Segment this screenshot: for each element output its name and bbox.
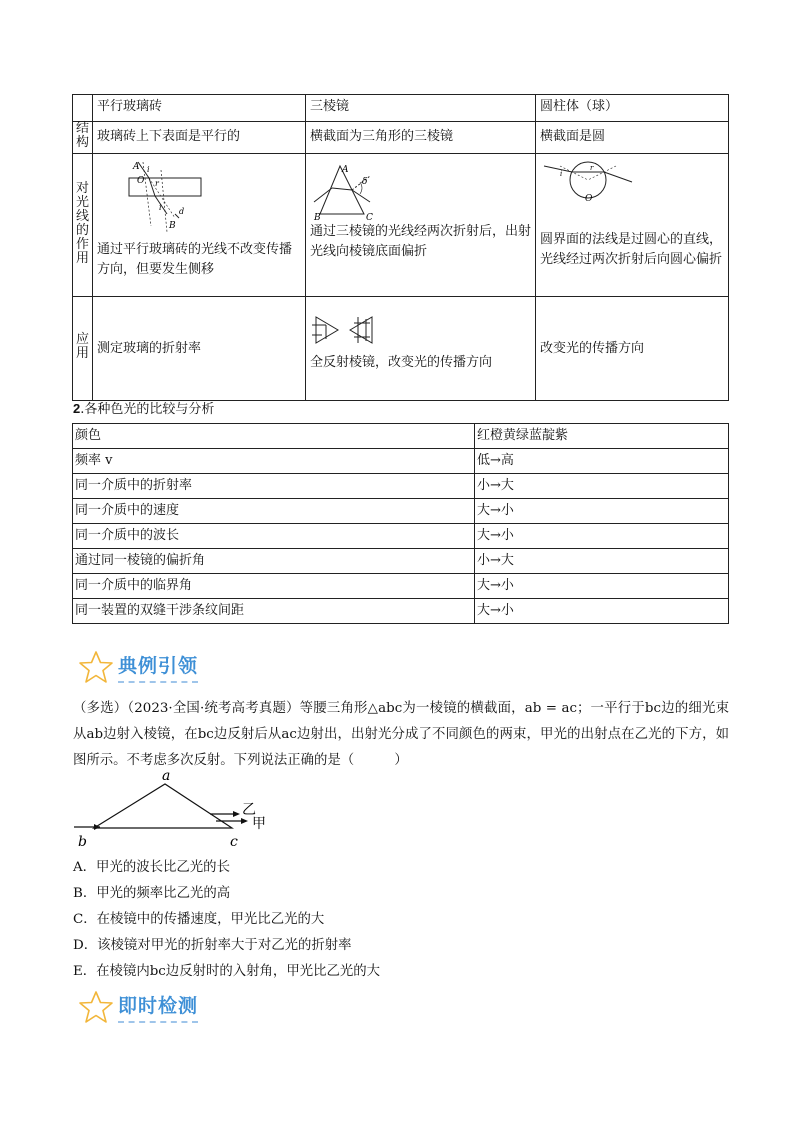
section-heading: 2.各种色光的比较与分析 (73, 401, 215, 417)
svg-text:i: i (147, 165, 150, 174)
cell-effect-slab: A O i r i d B 通过平行玻璃砖的光线不改变传播方向，但要发生侧移 (93, 154, 306, 297)
option-a: A．甲光的波长比乙光的长 (73, 860, 230, 875)
cylinder-diagram (540, 160, 636, 204)
prism-question-figure (70, 770, 280, 850)
row-label-structure: 结构 (73, 122, 93, 154)
table-row: 同一介质中的波长 大→小 (73, 524, 729, 549)
table-row: 颜色 红橙黄绿蓝靛紫 (73, 424, 729, 449)
svg-text:b: b (78, 834, 87, 850)
row-label-effect: 对光线的作用 (73, 154, 93, 297)
optics-elements-table (72, 94, 729, 401)
svg-text:B: B (169, 221, 176, 231)
parallel-slab-diagram (105, 156, 205, 238)
svg-text:C: C (366, 213, 373, 222)
svg-text:O: O (585, 194, 593, 204)
table-row: 频率 v 低→高 (73, 449, 729, 474)
total-reflection-prism-diagram (312, 313, 382, 349)
cell-structure-cylinder: 横截面是圆 (536, 122, 729, 154)
example-heading-title: 典例引领 (118, 651, 198, 683)
svg-text:i: i (560, 170, 563, 178)
svg-text:乙: 乙 (242, 802, 256, 818)
color-light-comparison-table (72, 423, 729, 624)
star-icon (78, 650, 114, 684)
row-label-application: 应用 (73, 297, 93, 401)
cell-effect-cylinder: i r O 圆界面的法线是过圆心的直线，光线经过两次折射后向圆心偏折 (536, 154, 729, 297)
option-d: D．该棱镜对甲光的折射率大于对乙光的折射率 (73, 938, 352, 953)
quiz-heading (78, 990, 198, 1024)
option-b: B．甲光的频率比乙光的高 (73, 886, 231, 901)
option-e: E．在棱镜内bc边反射时的入射角，甲光比乙光的大 (73, 964, 381, 979)
table-row: 同一介质中的临界角 大→小 (73, 574, 729, 599)
svg-text:A: A (342, 165, 349, 175)
question-stem: （多选）（2023·全国·统考高考真题）等腰三角形△abc为一棱镜的横截面，ab = ac；一平行于bc边的细光束从ab边射入棱镜，在bc边反射后从ac边射出，出射光分成了不同颜色的两束，甲光的出射点在乙光的下方，如图所示。不考虑多次反射。下列说法正确的是（ ） (73, 701, 729, 768)
prism-diagram (312, 162, 392, 222)
svg-text:A: A (133, 162, 140, 172)
svg-text:r: r (590, 164, 594, 172)
header-prism: 三棱镜 (306, 95, 536, 122)
cell-application-cylinder: 改变光的传播方向 (536, 297, 729, 401)
cell-structure-prism: 横截面为三角形的三棱镜 (306, 122, 536, 154)
svg-text:甲: 甲 (252, 816, 266, 832)
svg-text:d: d (179, 207, 185, 216)
svg-text:r: r (155, 179, 159, 188)
svg-text:c: c (230, 834, 238, 850)
example-heading (78, 650, 198, 684)
cell-application-slab: 测定玻璃的折射率 (93, 297, 306, 401)
corner-cell (73, 95, 93, 122)
option-c: C．在棱镜中的传播速度，甲光比乙光的大 (73, 912, 325, 927)
table-row: 通过同一棱镜的偏折角 小→大 (73, 549, 729, 574)
cell-effect-prism: A δ B C 通过三棱镜的光线经两次折射后，出射光线向棱镜底面偏折 (306, 154, 536, 297)
cell-structure-slab: 玻璃砖上下表面是平行的 (93, 122, 306, 154)
table-row: 同一介质中的速度 大→小 (73, 499, 729, 524)
svg-text:δ: δ (362, 177, 368, 187)
svg-text:a: a (162, 770, 171, 784)
table-row: 同一介质中的折射率 小→大 (73, 474, 729, 499)
svg-text:B: B (314, 213, 321, 222)
header-cylinder: 圆柱体（球） (536, 95, 729, 122)
cell-application-prism: 全反射棱镜，改变光的传播方向 (306, 297, 536, 401)
header-slab: 平行玻璃砖 (93, 95, 306, 122)
star-icon (78, 990, 114, 1024)
svg-text:i: i (159, 203, 162, 212)
table-row: 同一装置的双缝干涉条纹间距 大→小 (73, 599, 729, 624)
svg-text:O: O (137, 176, 145, 186)
quiz-heading-title: 即时检测 (118, 991, 198, 1023)
